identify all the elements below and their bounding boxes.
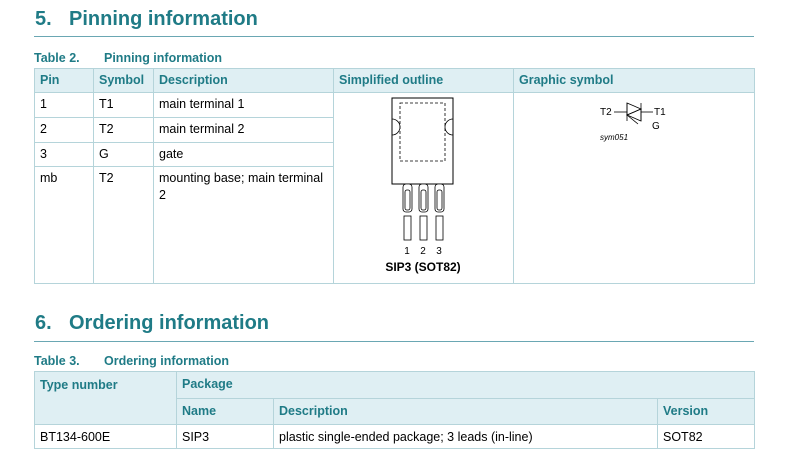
sot82-outline-drawing: [334, 93, 514, 278]
table-2-caption: [34, 51, 222, 65]
cell-description: gate: [154, 142, 334, 167]
ordering-table: [34, 371, 755, 449]
package-label: SIP3 (SOT82): [385, 260, 461, 274]
table-3-caption: [34, 354, 229, 368]
graphic-symbol-cell: [514, 93, 755, 284]
header-simplified-outline: Simplified outline: [334, 69, 514, 93]
section-5-rule: [34, 36, 754, 37]
cell-pin: 2: [35, 117, 94, 142]
section-6-heading: [35, 312, 269, 335]
pinning-table: [34, 68, 755, 284]
table-number: Table 3.: [34, 354, 80, 368]
table-header-row: [35, 69, 755, 93]
pin-label-2: 2: [420, 246, 426, 257]
cell-pin: 1: [35, 93, 94, 118]
symbol-ref-label: sym051: [600, 133, 629, 142]
header-graphic-symbol: Graphic symbol: [514, 69, 755, 93]
cell-symbol: T1: [94, 93, 154, 118]
header-version: Version: [658, 398, 755, 425]
symbol-t2-label: T2: [600, 107, 612, 118]
header-symbol: Symbol: [94, 69, 154, 93]
leads: [403, 184, 444, 240]
cell-symbol: T2: [94, 167, 154, 284]
cell-pin: 3: [35, 142, 94, 167]
section-title: Ordering information: [69, 312, 269, 334]
header-pin: Pin: [35, 69, 94, 93]
table-number: Table 2.: [34, 51, 80, 65]
package-body: [392, 98, 453, 184]
cell-type-number: BT134-600E: [35, 425, 177, 449]
cell-description: main terminal 1: [154, 93, 334, 118]
table-row: [35, 93, 755, 118]
cell-symbol: T2: [94, 117, 154, 142]
symbol-t1-label: T1: [654, 107, 666, 118]
cell-version: SOT82: [658, 425, 755, 449]
simplified-outline-cell: [334, 93, 514, 284]
header-type-number: Type number: [35, 372, 177, 425]
section-title: Pinning information: [69, 8, 258, 30]
table-title: Ordering information: [104, 354, 229, 368]
cell-description: mounting base; main terminal 2: [154, 167, 334, 284]
header-package: Package: [177, 372, 755, 399]
header-name: Name: [177, 398, 274, 425]
table-row: [35, 425, 755, 449]
triac-symbol: [514, 93, 755, 278]
section-number: 5.: [35, 8, 52, 30]
cell-pin: mb: [35, 167, 94, 284]
section-5-heading: [35, 8, 258, 31]
cell-name: SIP3: [177, 425, 274, 449]
table-title: Pinning information: [104, 51, 223, 65]
section-number: 6.: [35, 312, 52, 334]
cell-symbol: G: [94, 142, 154, 167]
header-description: Description: [154, 69, 334, 93]
cell-description: plastic single-ended package; 3 leads (in-line): [274, 425, 658, 449]
table-header-row: [35, 372, 755, 399]
pin-label-1: 1: [404, 246, 410, 257]
cell-description: main terminal 2: [154, 117, 334, 142]
section-6-rule: [34, 341, 754, 342]
header-description: Description: [274, 398, 658, 425]
pin-label-3: 3: [436, 246, 442, 257]
symbol-g-label: G: [652, 121, 660, 132]
